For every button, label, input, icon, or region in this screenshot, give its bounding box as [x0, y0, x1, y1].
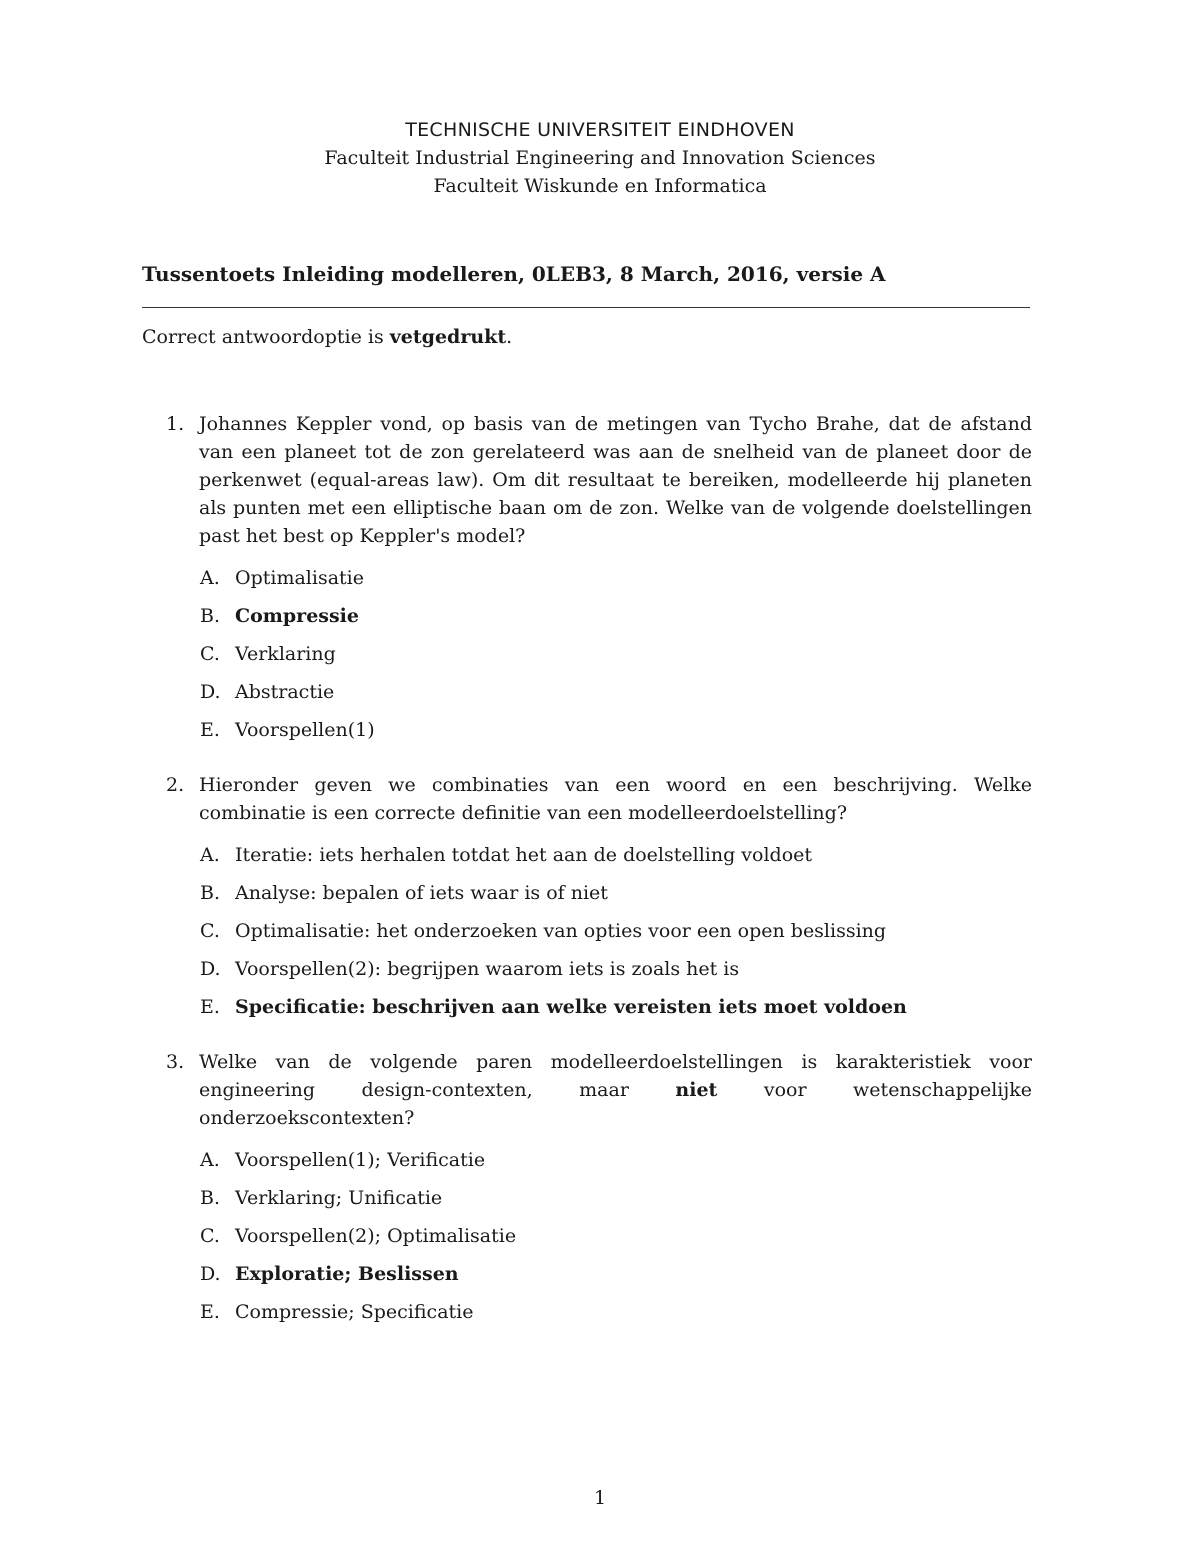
option-text: Compressie: [235, 605, 359, 627]
question-text: Hieronder geven we combinaties van een woord en een beschrijving. Welke combinatie is een correcte definitie van een modelleerdoelstelling?: [199, 774, 1032, 824]
option-letter: A.: [200, 567, 220, 589]
question-number: 2.: [166, 774, 185, 796]
option-d: [200, 955, 1032, 993]
option-text: Optimalisatie: [235, 567, 364, 589]
option-c: [200, 1222, 1032, 1260]
legend-prefix: Correct antwoordoptie is: [142, 326, 390, 348]
option-letter: C.: [200, 920, 220, 942]
question-3: [142, 1048, 1032, 1336]
option-letter: B.: [200, 882, 221, 904]
question-text: [199, 1048, 1032, 1132]
option-text: Verklaring; Unificatie: [235, 1187, 443, 1209]
option-letter: D.: [200, 1263, 221, 1285]
option-e: [200, 716, 1032, 754]
option-text: Analyse: bepalen of iets waar is of niet: [235, 882, 608, 904]
option-b-correct: [200, 602, 1032, 640]
question-number: 3.: [166, 1051, 185, 1073]
option-text: Specificatie: beschrijven aan welke vereisten iets moet voldoen: [235, 996, 907, 1018]
question-text-before: Welke van de volgende paren modelleerdoelstellingen is karakteristiek voor engineering design-contexten, maar: [199, 1051, 1032, 1101]
option-list: [200, 564, 1032, 754]
option-text: Compressie; Specificatie: [235, 1301, 474, 1323]
option-b: [200, 879, 1032, 917]
option-letter: B.: [200, 605, 221, 627]
option-b: [200, 1184, 1032, 1222]
option-list: [200, 1146, 1032, 1336]
question-2: [142, 771, 1032, 1031]
option-letter: D.: [200, 958, 221, 980]
option-c: [200, 640, 1032, 678]
option-letter: A.: [200, 1149, 220, 1171]
option-letter: C.: [200, 1225, 220, 1247]
option-letter: E.: [200, 1301, 220, 1323]
option-e: [200, 1298, 1032, 1336]
title-divider: [142, 307, 1030, 308]
option-c: [200, 917, 1032, 955]
option-a: [200, 564, 1032, 602]
option-text: Voorspellen(2); Optimalisatie: [235, 1225, 517, 1247]
question-text-after: voor wetenschappelijke onderzoekscontexten?: [199, 1079, 1032, 1129]
question-text-bold: niet: [675, 1079, 718, 1101]
faculty-line-1: Faculteit Industrial Engineering and Innovation Sciences: [324, 147, 876, 169]
option-a: [200, 1146, 1032, 1184]
option-letter: E.: [200, 719, 220, 741]
option-letter: C.: [200, 643, 220, 665]
option-text: Iteratie: iets herhalen totdat het aan de doelstelling voldoet: [235, 844, 813, 866]
faculty-line-2: Faculteit Wiskunde en Informatica: [433, 175, 767, 197]
question-number: 1.: [166, 413, 185, 435]
option-d: [200, 678, 1032, 716]
question-text: Johannes Keppler vond, op basis van de metingen van Tycho Brahe, dat de afstand van een planeet tot de zon gerelateerd was aan de snelheid van de planeet door de perkenwet (equal-areas law). Om dit resultaat te bereiken, modelleerde hij planeten als punten met een elliptische baan om de zon. Welke van de volgende doelstellingen past het best op Keppler's model?: [199, 413, 1032, 547]
option-letter: D.: [200, 681, 221, 703]
option-text: Verklaring: [235, 643, 336, 665]
university-name: TECHNISCHE UNIVERSITEIT EINDHOVEN: [405, 119, 795, 141]
option-text: Exploratie; Beslissen: [235, 1263, 459, 1285]
option-list: [200, 841, 1032, 1031]
exam-title: Tussentoets Inleiding modelleren, 0LEB3, 8 March, 2016, versie A: [142, 262, 886, 286]
legend-suffix: .: [506, 326, 513, 348]
option-e-correct: [200, 993, 1032, 1031]
option-text: Voorspellen(2): begrijpen waarom iets is zoals het is: [235, 958, 740, 980]
answer-legend: [142, 323, 512, 351]
option-text: Abstractie: [235, 681, 335, 703]
document-header: [0, 116, 1200, 200]
legend-bold: vetgedrukt: [389, 326, 507, 348]
option-letter: E.: [200, 996, 220, 1018]
option-text: Voorspellen(1); Verificatie: [235, 1149, 486, 1171]
option-a: [200, 841, 1032, 879]
option-d-correct: [200, 1260, 1032, 1298]
option-letter: B.: [200, 1187, 221, 1209]
option-text: Voorspellen(1): [235, 719, 375, 741]
question-1: [142, 410, 1032, 754]
option-letter: A.: [200, 844, 220, 866]
page-number: 1: [593, 1487, 607, 1509]
option-text: Optimalisatie: het onderzoeken van opties voor een open beslissing: [235, 920, 887, 942]
